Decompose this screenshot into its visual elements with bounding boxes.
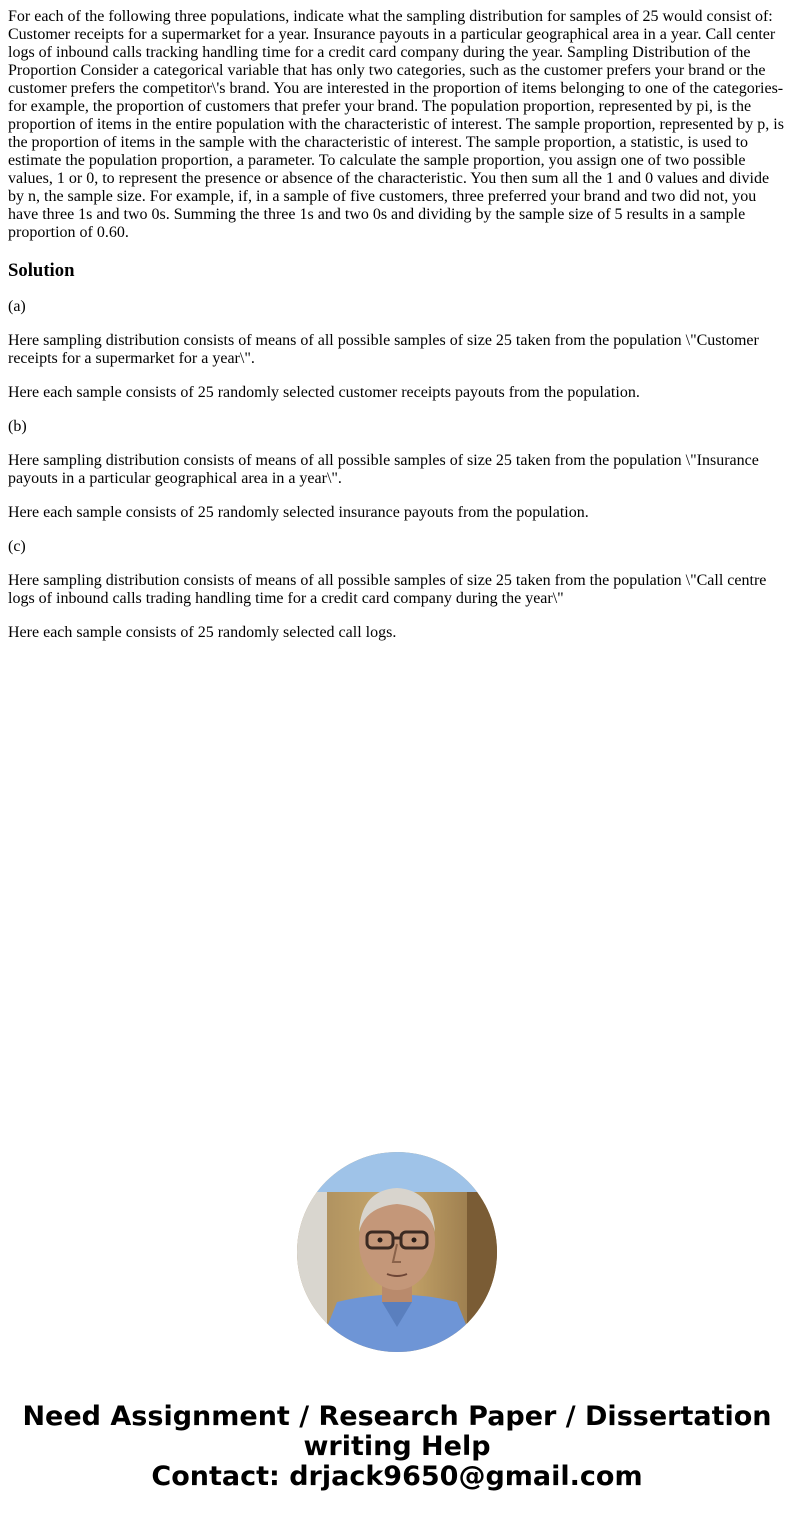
part-a-label: (a): [8, 298, 26, 315]
document-body: [8, 8, 786, 658]
part-c-label: (c): [8, 538, 26, 555]
avatar-photo-icon: [297, 1152, 497, 1352]
part-c-text-1: Here sampling distribution consists of means of all possible samples of size 25 taken from the population \"Call centre logs of inbound calls trading handling time for a credit card company during the year\": [8, 572, 767, 607]
contact-callout: [0, 1402, 794, 1492]
solution-heading: Solution: [8, 260, 75, 281]
part-a-text-1: Here sampling distribution consists of means of all possible samples of size 25 taken from the population \"Customer receipts for a supermarket for a year\".: [8, 332, 759, 367]
part-a-text-2: Here each sample consists of 25 randomly selected customer receipts payouts from the population.: [8, 384, 640, 401]
callout-line-2: writing Help: [303, 1431, 491, 1462]
callout-line-3: Contact: drjack9650@gmail.com: [151, 1461, 643, 1492]
avatar: [297, 1152, 497, 1352]
contact-footer: [0, 1152, 794, 1492]
question-text: For each of the following three populations, indicate what the sampling distribution for samples of 25 would consist of: Customer receipts for a supermarket for a year. Insurance payouts in a particular geographical area in a year. Call center logs of inbound calls tracking handling time for a credit card company during the year. Sampling Distribution of the Proportion Consider a categorical variable that has only two categories, such as the customer prefers your brand or the customer prefers the competitor\'s brand. You are interested in the proportion of items belonging to one of the categories-for example, the proportion of customers that prefer your brand. The population proportion, represented by pi, is the proportion of items in the entire population with the characteristic of interest. The sample proportion, represented by p, is the proportion of items in the sample with the characteristic of interest. The sample proportion, a statistic, is used to estimate the population proportion, a parameter. To calculate the sample proportion, you assign one of two possible values, 1 or 0, to represent the presence or absence of the characteristic. You then sum all the 1 and 0 values and divide by n, the sample size. For example, if, in a sample of five customers, three preferred your brand and two did not, you have three 1s and two 0s. Summing the three 1s and two 0s and dividing by the sample size of 5 results in a sample proportion of 0.60.: [8, 8, 784, 241]
part-b-label: (b): [8, 418, 27, 435]
part-b-text-1: Here sampling distribution consists of means of all possible samples of size 25 taken from the population \"Insurance payouts in a particular geographical area in a year\".: [8, 452, 759, 487]
callout-line-1: Need Assignment / Research Paper / Dissertation: [22, 1401, 772, 1432]
part-b-text-2: Here each sample consists of 25 randomly selected insurance payouts from the population.: [8, 504, 589, 521]
solution-answer: [8, 298, 786, 642]
part-c-text-2: Here each sample consists of 25 randomly selected call logs.: [8, 624, 397, 641]
